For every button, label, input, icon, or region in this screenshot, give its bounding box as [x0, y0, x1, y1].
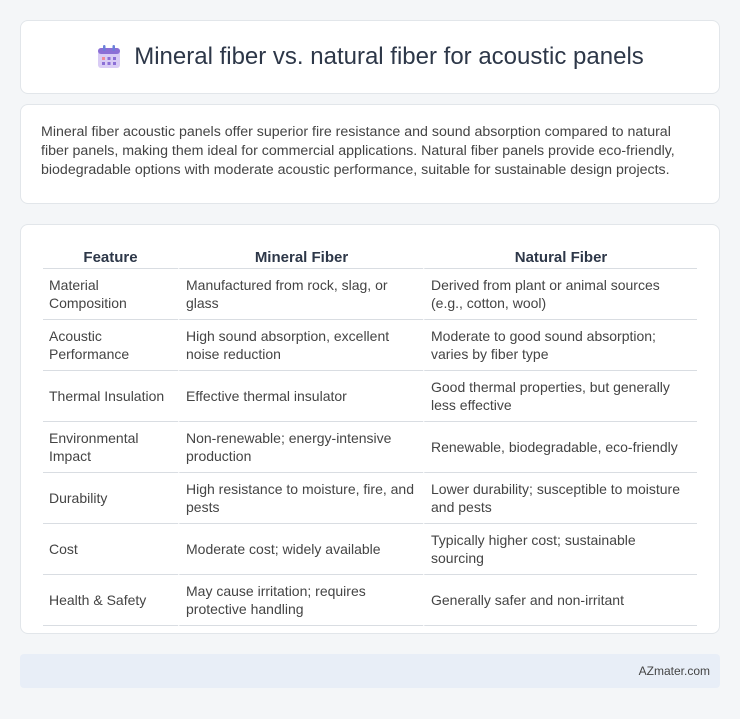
feature-cell: Durability [43, 473, 178, 524]
footer-brand[interactable]: AZmater.com [638, 664, 710, 678]
table-row [43, 371, 697, 422]
natural-cell: Renewable, biodegradable, eco-friendly [423, 422, 697, 473]
title-card [20, 20, 720, 94]
natural-cell: Moderate to good sound absorption; varies by fiber type [423, 320, 697, 371]
mineral-cell: Effective thermal insulator [178, 371, 423, 422]
footer-bar [20, 654, 720, 688]
mineral-cell: Manufactured from rock, slag, or glass [178, 269, 423, 320]
header-feature: Feature [43, 245, 178, 269]
natural-cell: Good thermal properties, but generally less effective [423, 371, 697, 422]
table-row [43, 422, 697, 473]
table-header-row [43, 245, 697, 269]
comparison-table [43, 245, 697, 626]
natural-cell: Lower durability; susceptible to moisture and pests [423, 473, 697, 524]
table-row [43, 473, 697, 524]
header-mineral-fiber: Mineral Fiber [178, 245, 423, 269]
feature-cell: Cost [43, 524, 178, 575]
natural-cell: Derived from plant or animal sources (e.g., cotton, wool) [423, 269, 697, 320]
mineral-cell: High sound absorption, excellent noise reduction [178, 320, 423, 371]
intro-text: Mineral fiber acoustic panels offer superior fire resistance and sound absorption compared to natural fiber panels, making them ideal for commercial applications. Natural fiber panels provide eco-friendly, biodegradable options with moderate acoustic performance, suitable for sustainable design projects. [41, 124, 675, 178]
page-title: Mineral fiber vs. natural fiber for acoustic panels [134, 43, 644, 70]
comparison-table-card [20, 224, 720, 634]
header-natural-fiber: Natural Fiber [423, 245, 697, 269]
feature-cell: Material Composition [43, 269, 178, 320]
table-row [43, 575, 697, 626]
mineral-cell: Non-renewable; energy-intensive production [178, 422, 423, 473]
mineral-cell: Moderate cost; widely available [178, 524, 423, 575]
feature-cell: Environmental Impact [43, 422, 178, 473]
natural-cell: Generally safer and non-irritant [423, 575, 697, 626]
feature-cell: Acoustic Performance [43, 320, 178, 371]
feature-cell: Health & Safety [43, 575, 178, 626]
mineral-cell: High resistance to moisture, fire, and pests [178, 473, 423, 524]
table-row [43, 524, 697, 575]
calendar-icon [96, 44, 122, 70]
table-row [43, 269, 697, 320]
mineral-cell: May cause irritation; requires protective handling [178, 575, 423, 626]
feature-cell: Thermal Insulation [43, 371, 178, 422]
table-row [43, 320, 697, 371]
natural-cell: Typically higher cost; sustainable sourcing [423, 524, 697, 575]
intro-card [20, 104, 720, 204]
